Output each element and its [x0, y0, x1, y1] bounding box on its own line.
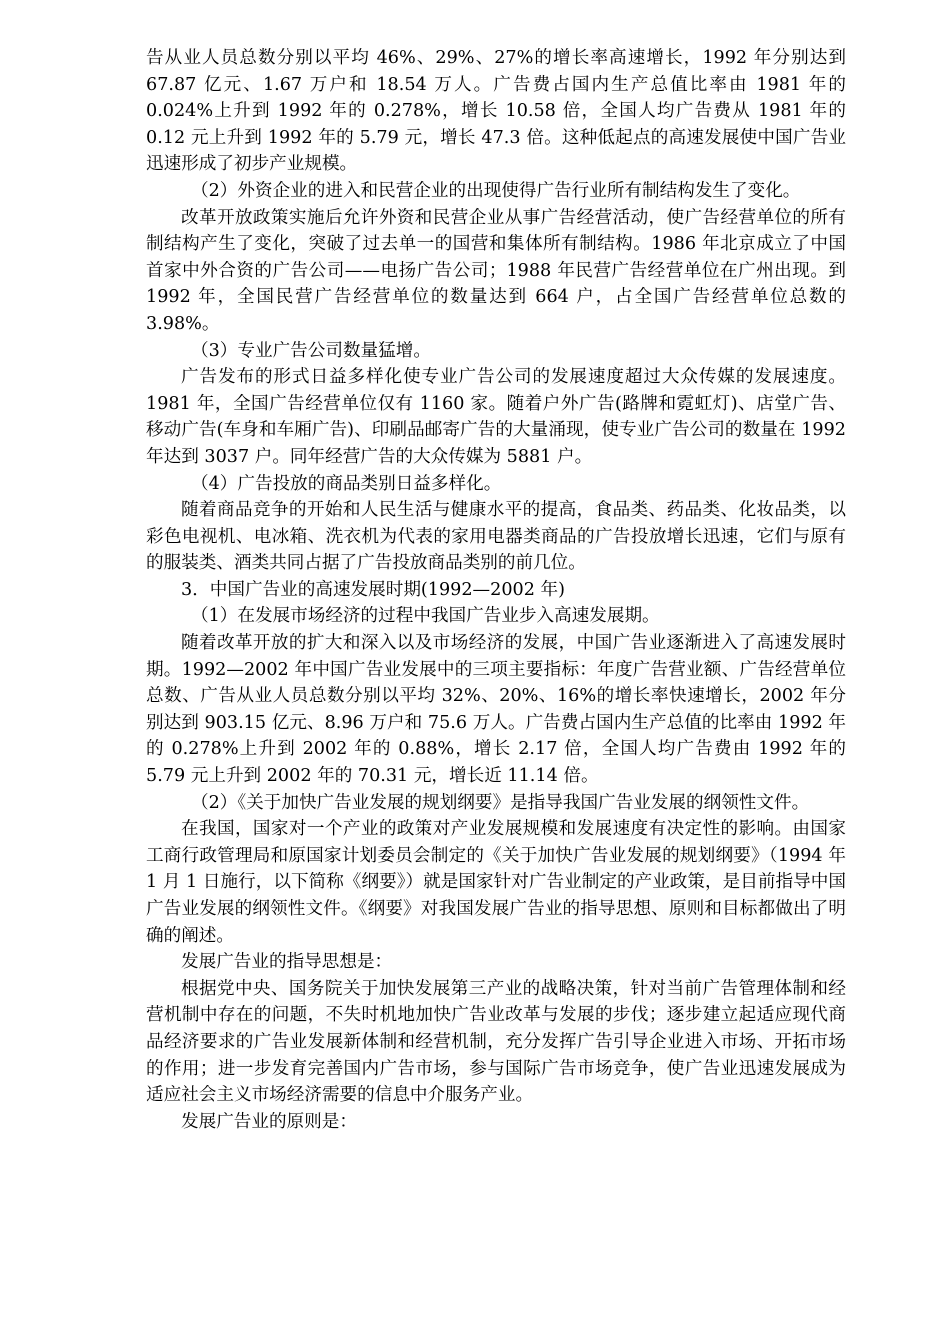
subheading: （2）外资企业的进入和民营企业的出现使得广告行业所有制结构发生了变化。: [191, 180, 801, 201]
paragraph: 广告发布的形式日益多样化使专业广告公司的发展速度超过大众传媒的发展速度。1981 年，全国广告经营单位仅有 1160 家。随着户外广告(路牌和霓虹灯)、店堂广告、移动广告(车身和车厢广告)、印刷品邮寄广告的大量涌现，使专业广告公司的数量在 1992 年达到 3037 户。同年经营广告的大众传媒为 5881 户。: [146, 367, 846, 467]
paragraph: 在我国，国家对一个产业的政策对产业发展规模和发展速度有决定性的影响。由国家工商行政管理局和原国家计划委员会制定的《关于加快广告业发展的规划纲要》（1994 年 1 月 1 日施行，以下简称《纲要》）就是国家针对广告业制定的产业政策，是目前指导中国广告业发展的纲领性文件。《纲要》对我国发展广告业的指导思想、原则和目标都做出了明确的阐述。: [146, 819, 846, 946]
paragraph: 发展广告业的指导思想是：: [181, 952, 393, 973]
subheading: （1）在发展市场经济的过程中我国广告业步入高速发展期。: [191, 606, 660, 627]
paragraph: 改革开放政策实施后允许外资和民营企业从事广告经营活动，使广告经营单位的所有制结构产生了变化，突破了过去单一的国营和集体所有制结构。1986 年北京成立了中国首家中外合资的广告公司——电扬广告公司；1988 年民营广告经营单位在广州出现。到 1992 年，全国民营广告经营单位的数量达到 664 户，占全国广告经营单位总数的 3.98%。: [146, 207, 846, 334]
subheading: （2）《关于加快广告业发展的规划纲要》是指导我国广告业发展的纲领性文件。: [191, 792, 810, 813]
subheading: （4）广告投放的商品类别日益多样化。: [191, 473, 502, 494]
paragraph: 随着商品竞争的开始和人民生活与健康水平的提高，食品类、药品类、化妆品类，以彩色电视机、电冰箱、洗衣机为代表的家用电器类商品的广告投放增长迅速，它们与原有的服装类、酒类共同占据了广告投放商品类别的前几位。: [146, 500, 846, 574]
paragraph: 发展广告业的原则是：: [181, 1111, 357, 1132]
paragraph: 告从业人员总数分别以平均 46%、29%、27%的增长率高速增长，1992 年分别达到 67.87 亿元、1.67 万户和 18.54 万人。广告费占国内生产总值比率由 1981 年的 0.024%上升到 1992 年的 0.278%，增长 10.58 倍，全国人均广告费从 1981 年的 0.12 元上升到 1992 年的 5.79 元，增长 47.3 倍。这种低起点的高速发展使中国广告业迅速形成了初步产业规模。: [146, 48, 846, 175]
paragraph: 随着改革开放的扩大和深入以及市场经济的发展，中国广告业逐渐进入了高速发展时期。1992—2002 年中国广告业发展中的三项主要指标：年度广告营业额、广告经营单位总数、广告从业人员总数分别以平均 32%、20%、16%的增长率快速增长，2002 年分别达到 903.15 亿元、8.96 万户和 75.6 万人。广告费占国内生产总值的比率由 1992 年的 0.278%上升到 2002 年的 0.88%，增长 2.17 倍，全国人均广告费由 1992 年的 5.79 元上升到 2002 年的 70.31 元，增长近 11.14 倍。: [146, 633, 846, 787]
document-page: [146, 45, 846, 1135]
section-heading: 3．中国广告业的高速发展时期(1992—2002 年): [181, 579, 565, 600]
subheading: （3）专业广告公司数量猛增。: [191, 340, 431, 361]
paragraph: 根据党中央、国务院关于加快发展第三产业的战略决策，针对当前广告管理体制和经营机制中存在的问题，不失时机地加快广告业改革与发展的步伐；逐步建立起适应现代商品经济要求的广告业发展新体制和经营机制，充分发挥广告引导企业进入市场、开拓市场的作用；进一步发育完善国内广告市场，参与国际广告市场竞争，使广告业迅速发展成为适应社会主义市场经济需要的信息中介服务产业。: [146, 978, 846, 1106]
